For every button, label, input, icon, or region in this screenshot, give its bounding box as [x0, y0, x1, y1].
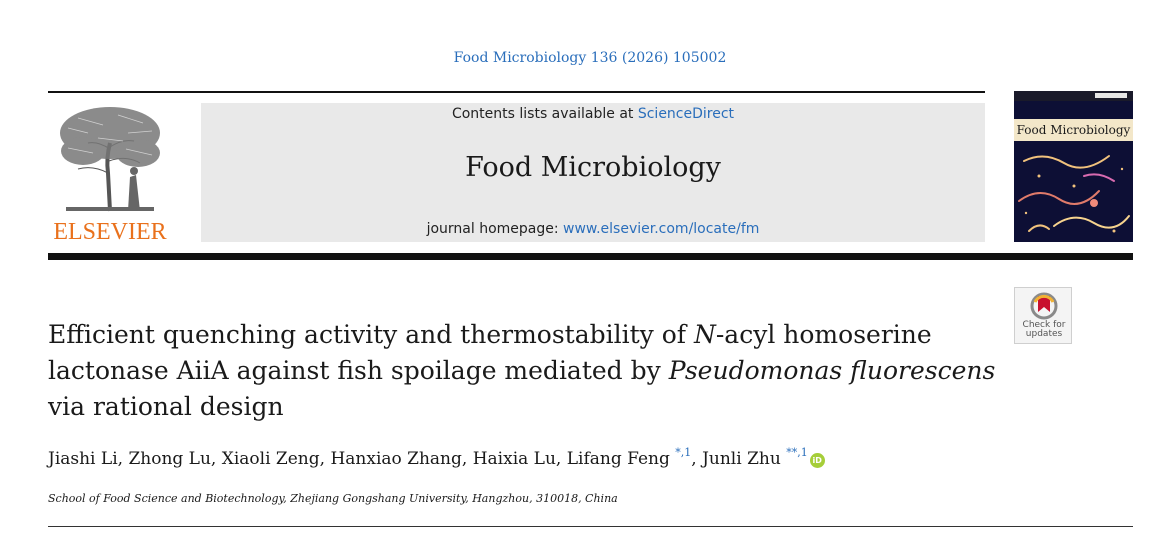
author-name[interactable]: Jiashi Li [48, 449, 118, 469]
check-for-updates-button[interactable] [1014, 287, 1072, 344]
journal-title: Food Microbiology [465, 152, 721, 183]
title-italic-species: Pseudomonas fluorescens [668, 356, 996, 385]
title-italic-n: N [693, 320, 716, 349]
check-for-updates-icon [1029, 292, 1059, 320]
orcid-icon[interactable]: iD [810, 453, 825, 468]
title-part1: Efficient quenching activity and thermostability of [48, 320, 694, 349]
author-name[interactable]: Hanxiao Zhang [330, 449, 462, 469]
contents-line [201, 106, 985, 122]
corresponding-mark[interactable]: * [675, 446, 681, 459]
title-part3: via rational design [48, 392, 284, 421]
author-footnote-marks[interactable] [786, 446, 808, 459]
author-name[interactable]: Xiaoli Zeng [221, 449, 320, 469]
author-note[interactable]: ,1 [797, 446, 808, 459]
check-line2: updates [1025, 329, 1063, 339]
sciencedirect-link[interactable]: ScienceDirect [637, 106, 735, 122]
journal-banner [201, 103, 985, 242]
elsevier-wordmark[interactable]: ELSEVIER [53, 219, 167, 245]
corresponding-mark[interactable]: ** [786, 446, 798, 459]
homepage-line [201, 221, 985, 237]
homepage-link[interactable]: www.elsevier.com/locate/fm [563, 221, 760, 237]
contents-prefix: Contents lists available at [451, 106, 638, 122]
check-for-updates-label [1015, 321, 1073, 339]
author-name[interactable]: Lifang Feng [566, 449, 670, 469]
journal-cover-image[interactable] [1014, 91, 1133, 242]
affiliation: School of Food Science and Biotechnology, Zhejiang Gongshang University, Hangzhou, 310018, China [48, 492, 618, 505]
check-line1: Check for [1022, 320, 1066, 330]
cover-header-strip [1014, 91, 1133, 101]
journal-citation[interactable]: Food Microbiology 136 (2026) 105002 [453, 50, 727, 66]
header-thick-rule [48, 253, 1133, 260]
author-note[interactable]: ,1 [680, 446, 692, 459]
author-name[interactable]: Haixia Lu [472, 449, 556, 469]
header-top-rule [48, 91, 985, 93]
section-divider [48, 526, 1133, 527]
article-title [48, 317, 998, 425]
title-part2: -acyl homoserine lactonase AiiA against fish spoilage mediated by [48, 320, 932, 385]
author-footnote-marks[interactable] [675, 446, 691, 459]
cover-title: Food Microbiology [1014, 119, 1133, 141]
author-name[interactable]: Junli Zhu [702, 449, 781, 469]
cover-artwork [1014, 141, 1133, 242]
author-list: Jiashi Li, Zhong Lu, Xiaoli Zeng, Hanxiao Zhang, Haixia Lu, Lifang Feng $^{*,1}$, Junli Zhu $^{**,1}$iD [48, 449, 1048, 469]
author-name[interactable]: Zhong Lu [128, 449, 211, 469]
homepage-prefix: journal homepage: [426, 221, 564, 237]
